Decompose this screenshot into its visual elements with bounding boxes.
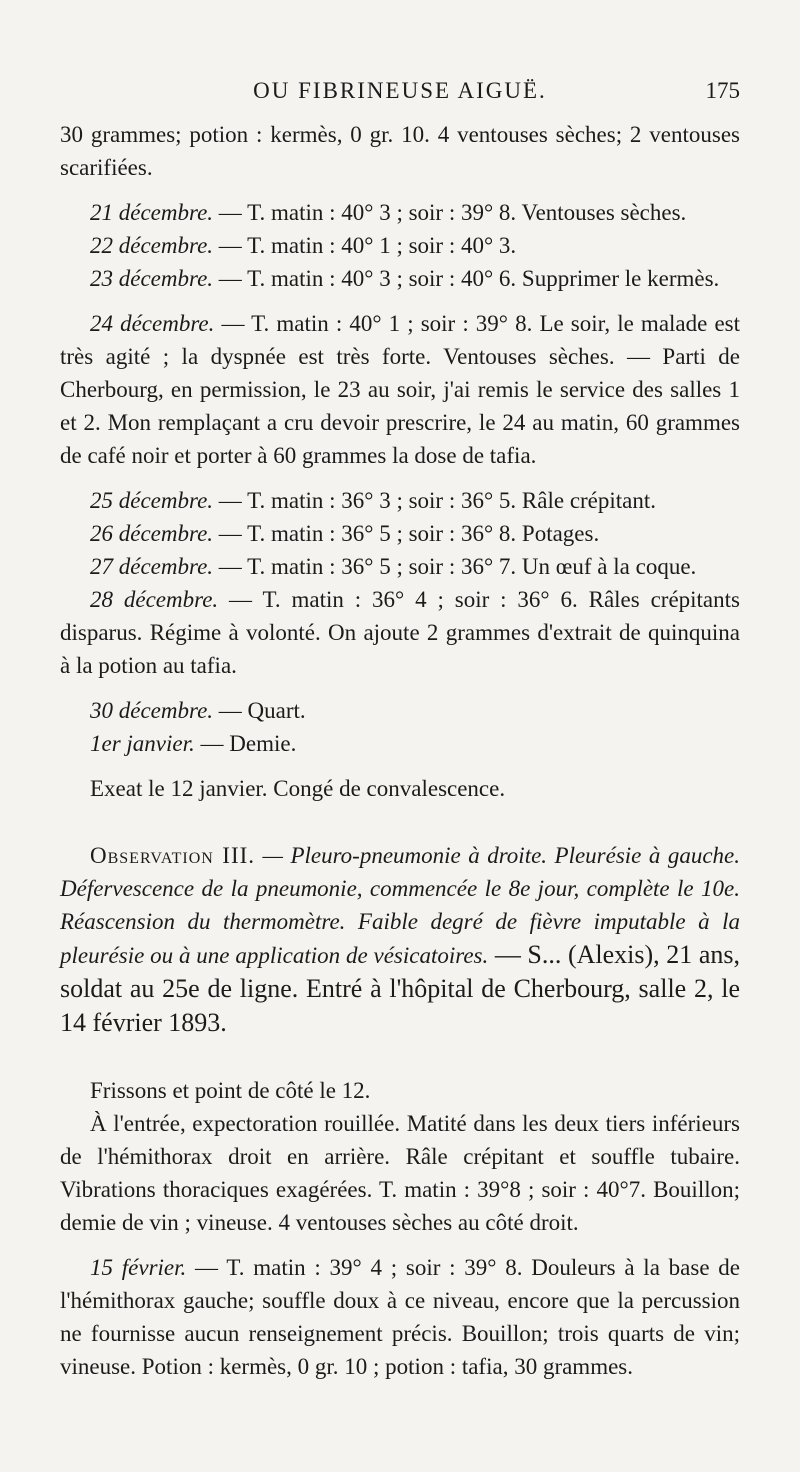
entry-24-dec bbox=[60, 307, 740, 472]
entry-text: — T. matin : 36° 4 ; soir : 36° 6. Râles crépitants disparus. Régime à volonté. On ajoute 2 grammes d'extrait de quinquina à la potion au tafia. bbox=[60, 587, 740, 678]
entry-date: 15 février. bbox=[90, 1255, 187, 1280]
entry-text: — T. matin : 40° 1 ; soir : 39° 8. Le soir, le malade est très agité ; la dyspnée est très forte. Ventouses sèches. — Parti de Cherbourg, en permission, le 23 au soir, j'ai remis le service des salles 1 et 2. Mon remplaçant a cru devoir prescrire, le 24 au matin, 60 grammes de café noir et porter à 60 grammes la dose de tafia. bbox=[60, 311, 740, 468]
entry-text: — T. matin : 40° 3 ; soir : 40° 6. Supprimer le kermès. bbox=[213, 266, 720, 291]
entry-28-dec bbox=[60, 583, 740, 682]
entry-text: — T. matin : 36° 5 ; soir : 36° 7. Un œuf à la coque. bbox=[213, 554, 697, 579]
entry-date: 21 décembre. bbox=[90, 200, 214, 225]
page-header bbox=[60, 72, 740, 112]
exeat-paragraph: Exeat le 12 janvier. Congé de convalescence. bbox=[90, 776, 506, 801]
entry-text: — Quart. bbox=[213, 698, 306, 723]
observation-patient: — S... (Alexis), 21 ans, soldat au 25e de ligne. Entré à l'hôpital de Cherbourg, salle 2, le 14 février 1893. bbox=[60, 940, 740, 1037]
entry-25-dec bbox=[60, 484, 740, 517]
entry-date: 30 décembre. bbox=[90, 698, 214, 723]
observation-title: — Pleuro-pneumonie à droite. Pleurésie à gauche. Défervescence de la pneumonie, commencée le 8e jour, complète le 10e. Réascension du thermomètre. Faible degré de fièvre imputable à la pleurésie ou à une application de vésicatoires. bbox=[60, 843, 740, 968]
entry-date: 26 décembre. bbox=[90, 521, 214, 546]
entry-26-dec bbox=[60, 517, 740, 550]
entry-30-dec bbox=[60, 694, 740, 727]
entry-text: — Demie. bbox=[194, 731, 297, 756]
entry-23-dec bbox=[60, 262, 740, 295]
entry-date: 25 décembre. bbox=[90, 488, 214, 513]
entry-date: 28 décembre. bbox=[90, 587, 219, 612]
entry-text: — T. matin : 40° 3 ; soir : 39° 8. Ventouses sèches. bbox=[213, 200, 687, 225]
entry-text: — T. matin : 36° 3 ; soir : 36° 5. Râle crépitant. bbox=[213, 488, 657, 513]
observation-label: Observation III. bbox=[90, 843, 256, 868]
entry-27-dec bbox=[60, 550, 740, 583]
entry-date: 23 décembre. bbox=[90, 266, 214, 291]
entry-text: — T. matin : 40° 1 ; soir : 40° 3. bbox=[213, 233, 517, 258]
entry-15-feb bbox=[60, 1251, 740, 1383]
paragraph-1: 30 grammes; potion : kermès, 0 gr. 10. 4 ventouses sèches; 2 ventouses scarifiées. bbox=[60, 122, 740, 180]
page-number: 175 bbox=[705, 78, 740, 103]
running-title: OU FIBRINEUSE AIGUË. bbox=[253, 78, 547, 103]
entry-date: 22 décembre. bbox=[90, 233, 214, 258]
entry-date: 24 décembre. bbox=[90, 311, 215, 336]
entry-1-jan bbox=[60, 727, 740, 760]
observation-heading bbox=[60, 839, 740, 1040]
entry-22-dec bbox=[60, 229, 740, 262]
paragraph-entree: À l'entrée, expectoration rouillée. Matité dans les deux tiers inférieurs de l'hémithorax droit en arrière. Râle crépitant et souffle tubaire. Vibrations thoraciques exagérées. T. matin : 39°8 ; soir : 40°7. Bouillon; demie de vin ; vineuse. 4 ventouses sèches au côté droit. bbox=[60, 1111, 740, 1235]
entry-21-dec bbox=[60, 196, 740, 229]
page-body bbox=[60, 118, 740, 1383]
entry-text: — T. matin : 36° 5 ; soir : 36° 8. Potages. bbox=[213, 521, 600, 546]
entry-text: — T. matin : 39° 4 ; soir : 39° 8. Douleurs à la base de l'hémithorax gauche; souffle doux à ce niveau, encore que la percussion ne fournisse aucun renseignement précis. Bouillon; trois quarts de vin; vineuse. Potion : kermès, 0 gr. 10 ; potion : tafia, 30 grammes. bbox=[60, 1255, 741, 1379]
entry-date: 27 décembre. bbox=[90, 554, 214, 579]
paragraph-frissons: Frissons et point de côté le 12. bbox=[90, 1078, 371, 1103]
entry-date: 1er janvier. bbox=[90, 731, 195, 756]
